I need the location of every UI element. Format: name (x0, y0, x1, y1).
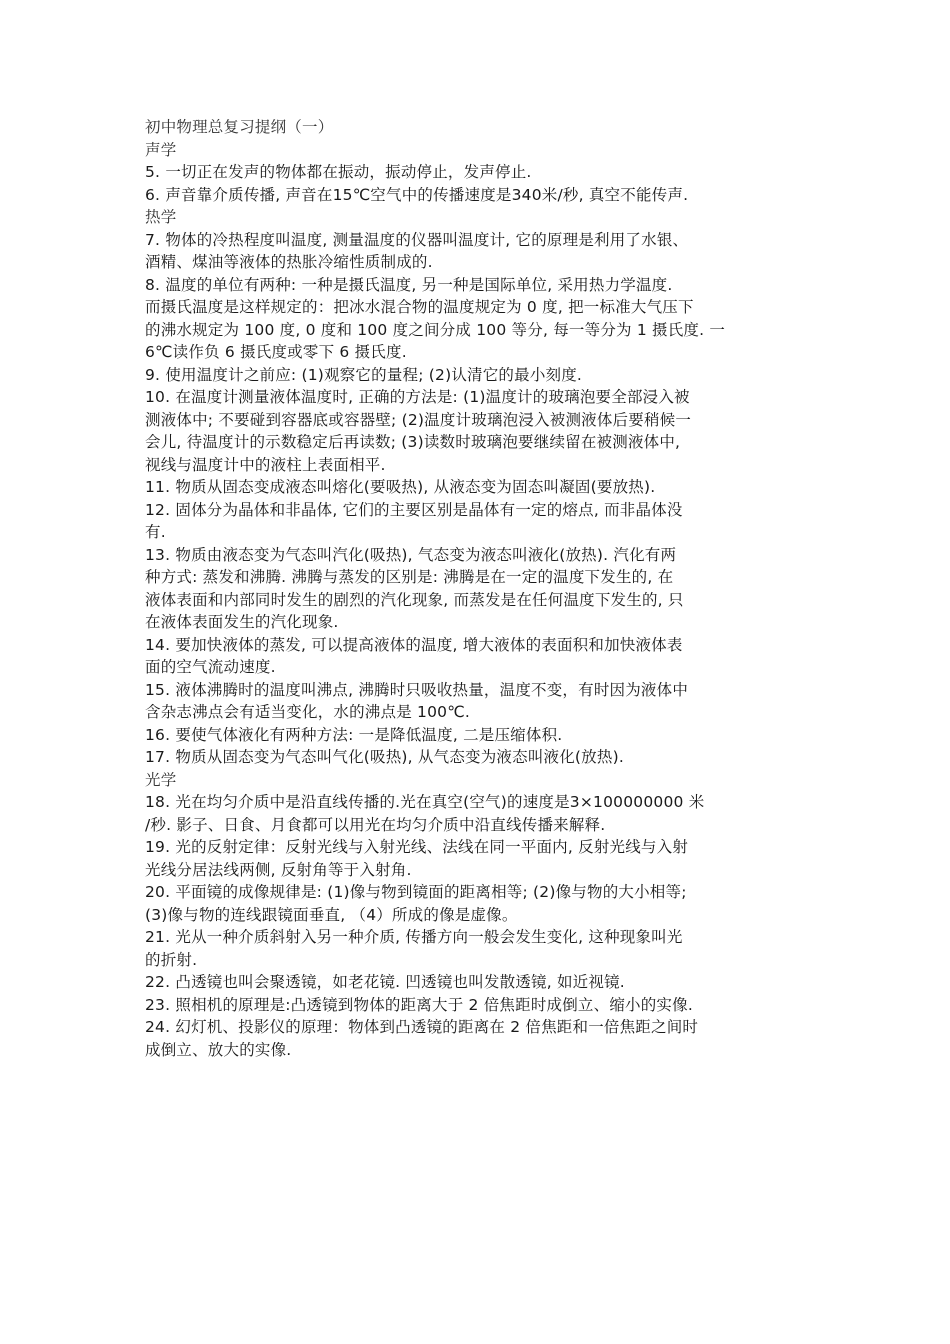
text-line: 17. 物质从固态变为气态叫气化(吸热), 从气态变为液态叫液化(放热). (145, 748, 624, 766)
text-line: 14. 要加快液体的蒸发, 可以提高液体的温度, 增大液体的表面积和加快液体表 (145, 635, 683, 654)
text-line: 液体表面和内部同时发生的剧烈的汽化现象, 而蒸发是在任何温度下发生的, 只 (145, 590, 684, 609)
text-line: 的沸水规定为 100 度, 0 度和 100 度之间分成 100 等分, 每一等分为 1 摄氏度. 一 (145, 320, 726, 339)
text-line: 种方式: 蒸发和沸腾. 沸腾与蒸发的区别是: 沸腾是在一定的温度下发生的, 在 (145, 568, 674, 586)
section-heading-thermal: 热学 (145, 208, 177, 226)
text-line: 9. 使用温度计之前应: (1)观察它的量程; (2)认清它的最小刻度. (145, 365, 583, 384)
section-heading-acoustics: 声学 (145, 140, 177, 159)
text-line: 19. 光的反射定律：反射光线与入射光线、法线在同一平面内, 反射光线与入射 (145, 838, 689, 856)
text-line: 面的空气流动速度. (145, 658, 276, 676)
text-line: 15. 液体沸腾时的温度叫沸点, 沸腾时只吸收热量，温度不变，有时因为液体中 (145, 680, 689, 699)
text-line: 而摄氏温度是这样规定的：把冰水混合物的温度规定为 0 度, 把一标准大气压下 (145, 298, 694, 316)
text-line: 10. 在温度计测量液体温度时, 正确的方法是: (1)温度计的玻璃泡要全部浸入被 (145, 388, 690, 406)
text-line: 8. 温度的单位有两种: 一种是摄氏温度, 另一种是国际单位, 采用热力学温度. (145, 275, 673, 294)
text-line: (3)像与物的连线跟镜面垂直, （4）所成的像是虚像。 (145, 905, 518, 924)
text-line: 22. 凸透镜也叫会聚透镜，如老花镜. 凹透镜也叫发散透镜, 如近视镜. (145, 973, 625, 991)
document-title: 初中物理总复习提纲（一） (145, 118, 334, 136)
text-line: 21. 光从一种介质斜射入另一种介质, 传播方向一般会发生变化, 这种现象叫光 (145, 928, 683, 946)
text-line: 23. 照相机的原理是:凸透镜到物体的距离大于 2 倍焦距时成倒立、缩小的实像. (145, 995, 693, 1014)
text-line: 成倒立、放大的实像. (145, 1040, 292, 1059)
text-line: 含杂志沸点会有适当变化，水的沸点是 100℃. (145, 703, 470, 721)
text-line: 12. 固体分为晶体和非晶体, 它们的主要区别是晶体有一定的熔点, 而非晶体没 (145, 500, 683, 519)
text-line: 测液体中; 不要碰到容器底或容器壁; (2)温度计玻璃泡浸入被测液体后要稍候一 (145, 410, 692, 429)
text-line: 光线分居法线两侧, 反射角等于入射角. (145, 860, 412, 879)
text-line: 视线与温度计中的液柱上表面相平. (145, 455, 386, 474)
text-line: 会儿, 待温度计的示数稳定后再读数; (3)读数时玻璃泡要继续留在被测液体中, (145, 433, 681, 451)
text-line: 24. 幻灯机、投影仪的原理：物体到凸透镜的距离在 2 倍焦距和一倍焦距之间时 (145, 1018, 699, 1036)
text-line: 在液体表面发生的汽化现象. (145, 613, 339, 631)
text-line: 6. 声音靠介质传播, 声音在15℃空气中的传播速度是340米/秒, 真空不能传声. (145, 185, 689, 204)
text-line: 6℃读作负 6 摄氏度或零下 6 摄氏度. (145, 343, 407, 361)
text-line: /秒. 影子、日食、月食都可以用光在均匀介质中沿直线传播来解释. (145, 815, 606, 834)
text-line: 有. (145, 523, 166, 541)
text-line: 的折射. (145, 950, 198, 969)
text-line: 18. 光在均匀介质中是沿直线传播的.光在真空(空气)的速度是3×100000000 米 (145, 793, 705, 811)
document-body (145, 116, 810, 1061)
text-line: 11. 物质从固态变成液态叫熔化(要吸热), 从液态变为固态叫凝固(要放热). (145, 478, 656, 496)
text-line: 16. 要使气体液化有两种方法: 一是降低温度, 二是压缩体积. (145, 725, 563, 744)
section-heading-optics: 光学 (145, 770, 177, 789)
text-line: 酒精、煤油等液体的热胀冷缩性质制成的. (145, 253, 433, 271)
text-line: 20. 平面镜的成像规律是: (1)像与物到镜面的距离相等; (2)像与物的大小相等; (145, 883, 687, 901)
text-line: 13. 物质由液态变为气态叫汽化(吸热), 气态变为液态叫液化(放热). 汽化有两 (145, 545, 677, 564)
text-line: 5. 一切正在发声的物体都在振动，振动停止，发声停止. (145, 163, 532, 181)
text-line: 7. 物体的冷热程度叫温度, 测量温度的仪器叫温度计, 它的原理是利用了水银、 (145, 230, 689, 249)
